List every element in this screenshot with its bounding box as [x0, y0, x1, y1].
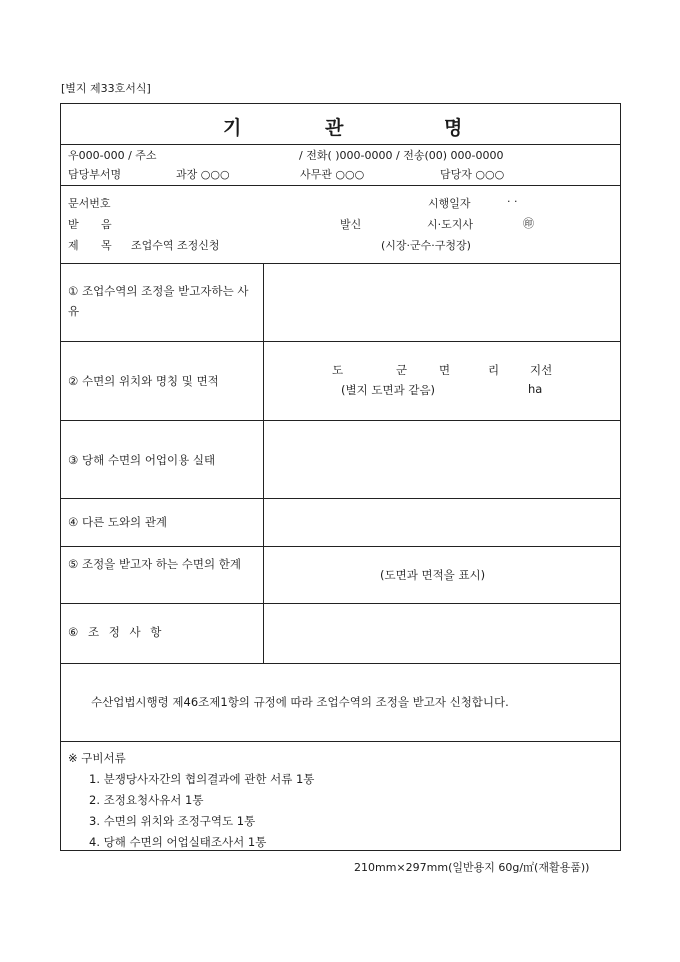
department-name: 담당부서명 [68, 168, 122, 181]
agency-name-title [61, 104, 620, 145]
recipient-label-2: 음 [101, 218, 112, 231]
row-label-boundary: ⑤ 조정을 받고자 하는 수면의 한계 [68, 557, 242, 571]
statement-text: 수산업법시행령 제46조제1항의 규정에 따라 조업수역의 조정을 받고자 신청합니다. [91, 695, 509, 709]
row-label-usage: ③ 당해 수면의 어업이용 실태 [68, 453, 216, 467]
application-statement [61, 663, 620, 742]
subject-note: (시장·군수·구청장) [381, 239, 471, 252]
enforcement-date-dots: · · [507, 195, 518, 208]
form-row-boundary [61, 547, 620, 604]
form-row-location [61, 342, 620, 421]
form-number-label: [별지 제33호서식] [61, 82, 151, 95]
row-label-cell [61, 264, 264, 341]
required-documents [61, 742, 620, 850]
document-number-label: 문서번호 [68, 197, 111, 210]
seal-mark: ㊞ [523, 217, 534, 230]
location-myeon: 면 [439, 363, 451, 377]
manager-name: 과장 ○○○ [176, 168, 230, 181]
row-value-reason[interactable] [264, 264, 620, 341]
location-gun: 군 [396, 363, 408, 377]
agency-title-char-1: 기 [223, 117, 242, 139]
row-label-cell [61, 547, 264, 603]
application-form [60, 103, 621, 851]
location-jiseon: 지선 [530, 363, 553, 377]
phone-fax-text: / 전화( )000-0000 / 전송(00) 000-0000 [299, 149, 504, 162]
row-label-cell [61, 342, 264, 420]
subject-label-2: 목 [101, 239, 112, 252]
secretary-name: 사무관 ○○○ [300, 168, 365, 181]
agency-title-char-2: 관 [325, 117, 344, 139]
form-row-relations [61, 499, 620, 547]
form-row-adjustment [61, 604, 620, 664]
row-label-reason: ① 조업수역의 조정을 받고자하는 사유 [68, 284, 249, 318]
location-do: 도 [332, 363, 344, 377]
document-item: 1. 분쟁당사자간의 협의결과에 관한 서류 1통 [89, 772, 315, 786]
form-row-reason [61, 264, 620, 342]
document-item: 4. 당해 수면의 어업실태조사서 1통 [89, 835, 267, 849]
contact-info-section [61, 144, 620, 186]
location-attachment-note: (별지 도면과 같음) [341, 383, 436, 397]
row-label-location: ② 수면의 위치와 명칭 및 면적 [68, 374, 219, 388]
row-label-cell [61, 499, 264, 546]
recipient-label-1: 받 [68, 218, 79, 231]
row-label-cell [61, 604, 264, 663]
location-ri: 리 [488, 363, 500, 377]
enforcement-date-label: 시행일자 [428, 197, 471, 210]
area-unit: ha [528, 382, 543, 396]
subject-label-1: 제 [68, 239, 79, 252]
required-documents-title: ※ 구비서류 [68, 751, 126, 765]
document-info-section [61, 186, 620, 264]
row-label-relations: ④ 다른 도와의 관계 [68, 515, 168, 529]
form-row-usage [61, 421, 620, 499]
subject-value: 조업수역 조정신청 [131, 239, 220, 252]
address-text: 우000-000 / 주소 [68, 149, 157, 162]
row-value-usage[interactable] [264, 421, 620, 498]
row-value-relations[interactable] [264, 499, 620, 546]
sender-label: 발신 [340, 218, 362, 231]
row-value-adjustment[interactable] [264, 604, 620, 663]
governor-label: 시·도지사 [427, 218, 474, 231]
boundary-instruction: (도면과 면적을 표시) [380, 568, 486, 582]
row-value-location[interactable] [264, 342, 620, 420]
row-label-adjustment: ⑥ 조 정 사 항 [68, 625, 165, 639]
agency-title-char-3: 명 [444, 117, 463, 139]
paper-size-note: 210mm×297mm(일반용지 60g/㎡(재활용품)) [354, 861, 590, 874]
document-item: 3. 수면의 위치와 조정구역도 1통 [89, 814, 256, 828]
row-value-boundary[interactable] [264, 547, 620, 603]
document-item: 2. 조정요청사유서 1통 [89, 793, 204, 807]
row-label-cell [61, 421, 264, 498]
officer-name: 담당자 ○○○ [440, 168, 505, 181]
